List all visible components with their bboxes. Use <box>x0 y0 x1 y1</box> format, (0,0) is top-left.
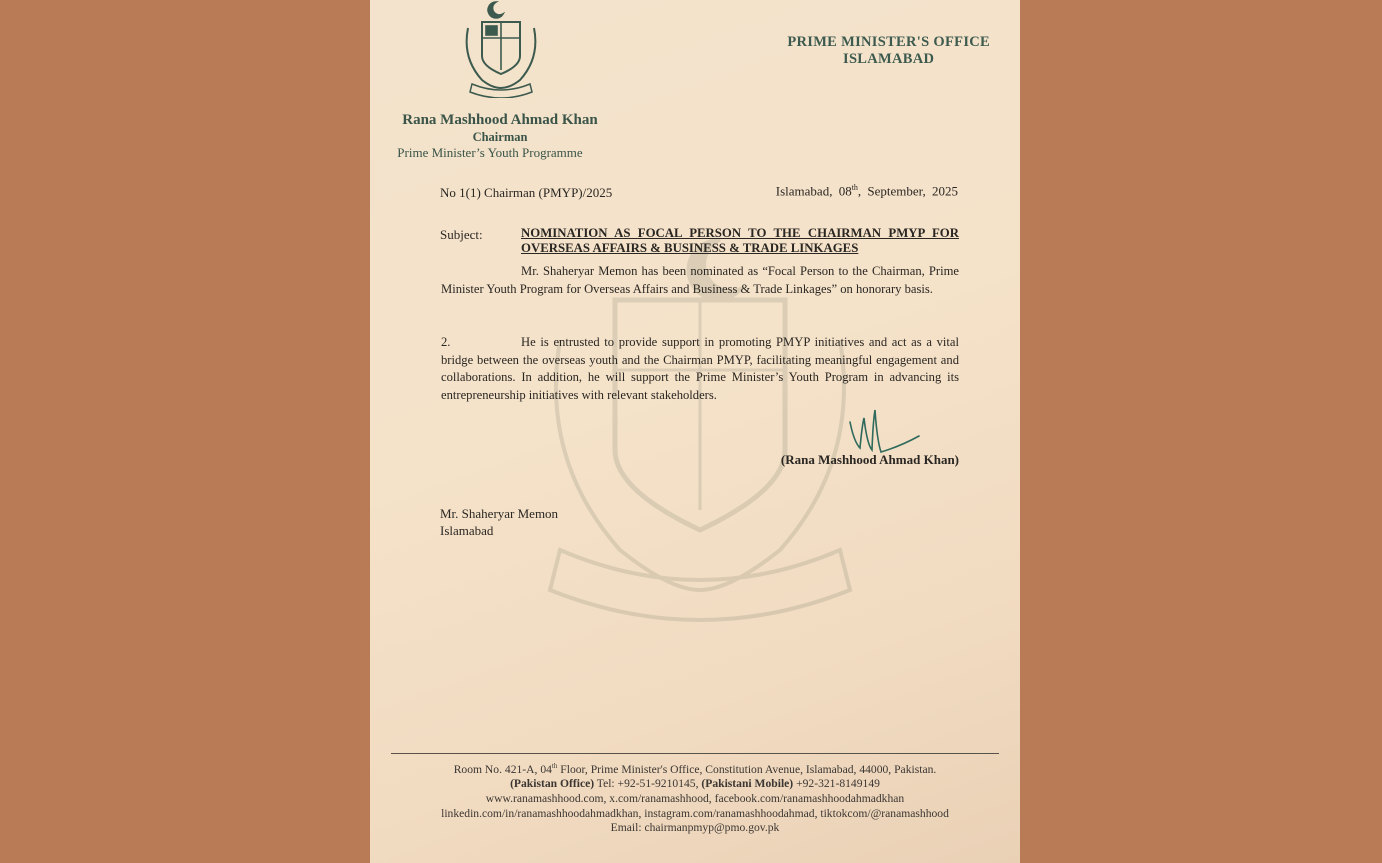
footer-mobile-label: (Pakistani Mobile) <box>701 777 794 791</box>
footer-mobile-no: +92-321-8149149 <box>793 777 880 791</box>
sender-role: Chairman <box>472 130 528 144</box>
office-line-1: PRIME MINISTER'S OFFICE <box>787 34 990 50</box>
paragraph-2 <box>441 334 959 404</box>
date-place: Islamabad, <box>775 183 833 199</box>
subject-label: Subject: <box>440 227 483 242</box>
paragraph-1 <box>441 263 959 298</box>
office-line-2: ISLAMABAD <box>843 51 935 67</box>
paragraph-2-number: 2. <box>441 335 451 349</box>
state-emblem-icon <box>458 0 544 98</box>
footer-office-label: (Pakistan Office) <box>510 777 595 791</box>
date-day: 08 <box>838 183 852 199</box>
addressee-block <box>440 505 558 539</box>
footer-room-sup: th <box>551 762 558 770</box>
footer-email: Email: chairmanpmyp@pmo.gov.pk <box>610 821 780 835</box>
paragraph-2-text: He is entrusted to provide support in promoting PMYP initiatives and act as a vital bridge between the overseas youth and the Chairman PMYP, facilitating meaningful engagement and collaborations. In addition, he will support the Prime Minister’s Youth Program in advancing its entrepreneurship initiatives with relevant stakeholders. <box>441 335 959 402</box>
sender-name: Rana Mashhood Ahmad Khan <box>402 112 598 128</box>
reference-number: No 1(1) Chairman (PMYP)/2025 <box>440 185 613 200</box>
date-rest: , September, 2025 <box>857 183 958 199</box>
paragraph-1-text: Mr. Shaheryar Memon has been nominated as “Focal Person to the Chairman, Prime Minister Youth Program for Overseas Affairs and Business & Trade Linkages” on honorary basis. <box>441 264 959 296</box>
addressee-name: Mr. Shaheryar Memon <box>440 506 559 521</box>
footer-address <box>370 759 1020 777</box>
office-heading <box>787 34 990 68</box>
footer-room-a: Room No. 421-A, 04 <box>453 762 552 776</box>
footer-room-b: Floor, Prime Minister's Office, Constitution Avenue, Islamabad, 44000, Pakistan. <box>557 762 937 776</box>
addressee-city: Islamabad <box>440 523 494 538</box>
sender-block <box>398 112 602 161</box>
letter-page <box>370 0 1020 863</box>
footer-phones <box>370 777 1020 792</box>
footer <box>370 759 1020 836</box>
footer-social: linkedin.com/in/ranamashhoodahmadkhan, instagram.com/ranamashhoodahmad, tiktokcom/@ranamashhood <box>441 806 949 820</box>
signatory-name: (Rana Mashhood Ahmad Khan) <box>780 452 959 467</box>
sender-programme: Prime Minister’s Youth Programme <box>397 145 583 160</box>
footer-web: www.ranamashhood.com, x.com/ranamashhood, facebook.com/ranamashhoodahmadkhan <box>485 792 905 806</box>
footer-office-tel: Tel: +92-51-9210145, <box>594 777 702 791</box>
date-suffix: th <box>851 183 858 192</box>
subject-text: NOMINATION AS FOCAL PERSON TO THE CHAIRMAN PMYP FOR OVERSEAS AFFAIRS & BUSINESS & TRADE LINKAGES <box>521 226 959 255</box>
letter-date <box>776 183 958 199</box>
footer-divider <box>391 753 999 754</box>
